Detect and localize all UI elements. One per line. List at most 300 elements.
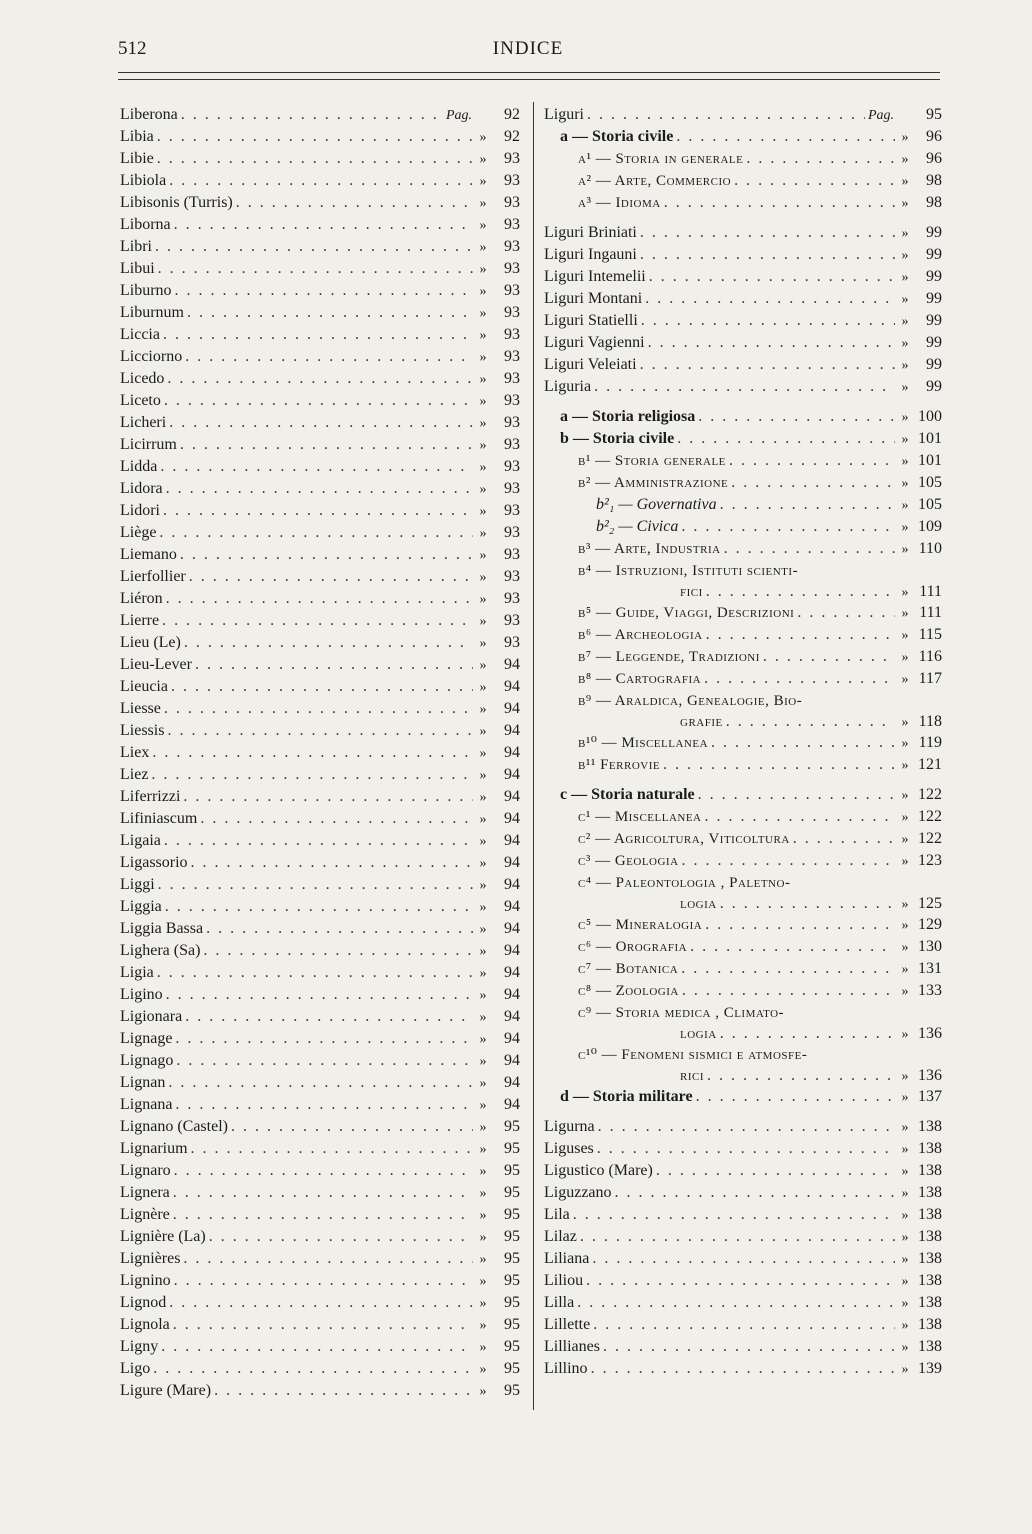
- entry-page: 95: [504, 1272, 520, 1289]
- entry-page: 93: [504, 458, 520, 475]
- entry-name: b — Storia civile: [560, 430, 675, 447]
- ditto-mark: »: [901, 520, 909, 535]
- entry-name: Lignière (La): [120, 1228, 206, 1245]
- entry-name: Libui: [120, 260, 155, 277]
- entry-page: 138: [918, 1118, 942, 1135]
- entry-name: Liguzzano: [544, 1184, 612, 1201]
- index-entry: [120, 918, 520, 940]
- entry-page: 138: [918, 1184, 942, 1201]
- leader-dots: [573, 1204, 895, 1226]
- entry-name: Ligurna: [544, 1118, 595, 1135]
- index-entry: [544, 332, 942, 354]
- index-entry: [544, 538, 942, 560]
- leader-dots: [157, 126, 473, 148]
- entry-name: Liguri Ingauni: [544, 246, 637, 263]
- entry-name: Lidora: [120, 480, 163, 497]
- entry-page: 138: [918, 1206, 942, 1223]
- index-entry: [120, 852, 520, 874]
- entry-page: 93: [504, 216, 520, 233]
- ditto-mark: »: [479, 284, 487, 299]
- leader-dots: [648, 332, 895, 354]
- entry-page: 95: [504, 1360, 520, 1377]
- index-entry: [544, 1226, 942, 1248]
- ditto-mark: »: [479, 1032, 487, 1047]
- ditto-mark: »: [901, 1090, 909, 1105]
- index-entry: [120, 324, 520, 346]
- entry-page: 99: [926, 246, 942, 263]
- entry-page: 105: [918, 496, 942, 513]
- entry-page: 95: [504, 1338, 520, 1355]
- ditto-mark: »: [479, 1252, 487, 1267]
- leader-dots: [167, 720, 473, 742]
- entry-name: Libie: [120, 150, 154, 167]
- entry-page: 94: [504, 942, 520, 959]
- entry-name: Liguri Veleiati: [544, 356, 637, 373]
- entry-name: Lignère: [120, 1206, 170, 1223]
- leader-dots: [167, 368, 473, 390]
- entry-name: Lila: [544, 1206, 570, 1223]
- ditto-mark: »: [901, 174, 909, 189]
- leader-dots: [195, 654, 473, 676]
- entry-name: Lillino: [544, 1360, 588, 1377]
- index-entry: [120, 236, 520, 258]
- ditto-mark: »: [901, 918, 909, 933]
- entry-page: 94: [504, 876, 520, 893]
- entry-page: 92: [504, 106, 520, 123]
- entry-name: Lignano (Castel): [120, 1118, 228, 1135]
- leader-dots: [151, 764, 473, 786]
- entry-page: 95: [504, 1228, 520, 1245]
- index-entry: [544, 1066, 942, 1086]
- index-column-left: [120, 104, 520, 1402]
- index-entry: [120, 1116, 520, 1138]
- entry-page: 115: [918, 626, 942, 643]
- entry-page: 93: [504, 480, 520, 497]
- ditto-mark: »: [479, 504, 487, 519]
- entry-name: b⁷ — Leggende, Tradizioni: [578, 649, 760, 665]
- entry-name: Lignino: [120, 1272, 171, 1289]
- leader-dots: [729, 450, 895, 472]
- ditto-mark: »: [901, 1186, 909, 1201]
- entry-page: 99: [926, 290, 942, 307]
- index-entry: [544, 1204, 942, 1226]
- entry-page: 93: [504, 150, 520, 167]
- entry-page: 125: [918, 895, 942, 912]
- index-entry: [120, 1358, 520, 1380]
- leader-dots: [160, 456, 473, 478]
- index-entry: [120, 742, 520, 764]
- index-entry: [120, 434, 520, 456]
- leader-dots: [587, 104, 865, 126]
- ditto-mark: »: [479, 1318, 487, 1333]
- entry-page: 95: [504, 1206, 520, 1223]
- index-entry: [544, 192, 942, 214]
- index-entry: [544, 668, 942, 690]
- entry-name: Liège: [120, 524, 157, 541]
- ditto-mark: »: [479, 1362, 487, 1377]
- page-number: 512: [118, 38, 147, 59]
- index-entry: [544, 732, 942, 754]
- entry-page: 94: [504, 810, 520, 827]
- leader-dots: [763, 646, 895, 668]
- entry-name: Lieu-Lever: [120, 656, 192, 673]
- index-entry: [544, 806, 942, 828]
- ditto-mark: »: [479, 988, 487, 1003]
- index-entry: [544, 1314, 942, 1336]
- ditto-mark: »: [479, 1384, 487, 1399]
- entry-name: c⁸ — Zoologia: [578, 983, 679, 999]
- leader-dots: [746, 148, 895, 170]
- entry-name: Liex: [120, 744, 150, 761]
- leader-dots: [152, 742, 473, 764]
- leader-dots: [166, 984, 473, 1006]
- entry-name: c⁴ — Paleontologia , Paletno-: [578, 875, 791, 891]
- index-entry: [120, 1138, 520, 1160]
- index-entry: [544, 170, 942, 192]
- ditto-mark: »: [901, 1027, 909, 1042]
- index-entry: [544, 148, 942, 170]
- entry-name: c² — Agricoltura, Viticoltura: [578, 831, 790, 847]
- entry-page: 94: [504, 744, 520, 761]
- index-entry: [544, 1086, 942, 1108]
- entry-name: c¹⁰ — Fenomeni sismici e atmosfe-: [578, 1047, 808, 1063]
- leader-dots: [640, 354, 895, 376]
- entry-name: Liessis: [120, 722, 165, 739]
- leader-dots: [183, 786, 473, 808]
- ditto-mark: »: [479, 658, 487, 673]
- entry-page: 93: [504, 414, 520, 431]
- entry-page: 98: [926, 194, 942, 211]
- entry-name: Lieu (Le): [120, 634, 181, 651]
- entry-name: Liguri: [544, 106, 584, 123]
- index-entry: [120, 456, 520, 478]
- ditto-mark: »: [479, 724, 487, 739]
- ditto-mark: Pag.: [867, 108, 894, 123]
- entry-page: 138: [918, 1250, 942, 1267]
- leader-dots: [597, 1138, 895, 1160]
- ditto-mark: »: [901, 736, 909, 751]
- ditto-mark: »: [479, 218, 487, 233]
- leader-dots: [682, 850, 895, 872]
- ditto-mark: »: [479, 922, 487, 937]
- ditto-mark: »: [901, 380, 909, 395]
- entry-name: b⁸ — Cartografia: [578, 671, 702, 687]
- entry-page: 121: [918, 756, 942, 773]
- leader-dots: [183, 1248, 473, 1270]
- index-entry: [120, 698, 520, 720]
- index-entry: [120, 676, 520, 698]
- entry-page: 138: [918, 1272, 942, 1289]
- index-entry: [120, 1204, 520, 1226]
- ditto-mark: »: [901, 1142, 909, 1157]
- index-entry: [544, 690, 942, 712]
- entry-name: Liesse: [120, 700, 161, 717]
- ditto-mark: »: [901, 226, 909, 241]
- entry-page: 109: [918, 518, 942, 535]
- leader-dots: [175, 280, 473, 302]
- entry-page: 122: [918, 808, 942, 825]
- entry-page: 93: [504, 172, 520, 189]
- leader-dots: [676, 126, 895, 148]
- entry-name: Liggia Bassa: [120, 920, 204, 937]
- entry-page: 136: [918, 1067, 942, 1084]
- entry-name: Licirrum: [120, 436, 177, 453]
- index-entry: [544, 126, 942, 148]
- leader-dots: [162, 610, 473, 632]
- entry-name: Lighera (Sa): [120, 942, 201, 959]
- leader-dots: [656, 1160, 895, 1182]
- entry-page: 129: [918, 916, 942, 933]
- entry-name: b¹⁰ — Miscellanea: [578, 735, 709, 751]
- entry-name: b²₁ — Governativa: [596, 496, 717, 513]
- ditto-mark: »: [479, 790, 487, 805]
- index-column-right: [544, 104, 942, 1380]
- ditto-mark: »: [479, 438, 487, 453]
- entry-name: Liceto: [120, 392, 161, 409]
- index-entry: [120, 896, 520, 918]
- entry-page: 94: [504, 678, 520, 695]
- ditto-mark: »: [479, 482, 487, 497]
- ditto-mark: »: [901, 984, 909, 999]
- ditto-mark: »: [479, 834, 487, 849]
- entry-page: 119: [918, 734, 942, 751]
- leader-dots: [171, 676, 473, 698]
- entry-name: Liguri Intemelii: [544, 268, 646, 285]
- ditto-mark: »: [901, 1362, 909, 1377]
- ditto-mark: »: [901, 542, 909, 557]
- index-entry: [544, 494, 942, 516]
- leader-dots: [181, 104, 443, 126]
- index-entry: [544, 624, 942, 646]
- index-entry: [120, 1050, 520, 1072]
- leader-dots: [164, 830, 473, 852]
- leader-dots: [731, 472, 895, 494]
- entry-name: Liez: [120, 766, 149, 783]
- index-entry: [544, 784, 942, 806]
- leader-dots: [159, 522, 473, 544]
- leader-dots: [720, 1024, 895, 1044]
- entry-page: 101: [918, 430, 942, 447]
- index-entry: [120, 1336, 520, 1358]
- ditto-mark: »: [479, 702, 487, 717]
- leader-dots: [169, 1292, 473, 1314]
- index-entry: [544, 376, 942, 398]
- entry-page: 94: [504, 964, 520, 981]
- entry-page: 95: [504, 1382, 520, 1399]
- index-entry: [544, 406, 942, 428]
- entry-name: Liberona: [120, 106, 178, 123]
- entry-name: c¹ — Miscellanea: [578, 809, 702, 825]
- ditto-mark: »: [901, 832, 909, 847]
- entry-name: Ligo: [120, 1360, 151, 1377]
- ditto-mark: »: [901, 897, 909, 912]
- entry-page: 93: [504, 326, 520, 343]
- leader-dots: [163, 324, 473, 346]
- index-entry: [120, 500, 520, 522]
- index-entry: [544, 1138, 942, 1160]
- entry-name: b³ — Arte, Industria: [578, 541, 721, 557]
- ditto-mark: »: [901, 314, 909, 329]
- index-entry: [544, 1292, 942, 1314]
- ditto-mark: »: [901, 1340, 909, 1355]
- index-entry: [120, 610, 520, 632]
- entry-name: a — Storia civile: [560, 128, 674, 145]
- ditto-mark: »: [479, 878, 487, 893]
- leader-dots: [173, 1182, 473, 1204]
- index-entry: [120, 104, 520, 126]
- entry-page: 130: [918, 938, 942, 955]
- leader-dots: [191, 852, 473, 874]
- index-entry: [120, 544, 520, 566]
- leader-dots: [169, 412, 473, 434]
- leader-dots: [176, 1050, 473, 1072]
- leader-dots: [164, 390, 473, 412]
- entry-name: Ligny: [120, 1338, 159, 1355]
- entry-name: Lignage: [120, 1030, 173, 1047]
- ditto-mark: »: [901, 410, 909, 425]
- index-entry: [120, 1006, 520, 1028]
- ditto-mark: »: [901, 1230, 909, 1245]
- entry-name: Liemano: [120, 546, 177, 563]
- index-entry: [544, 560, 942, 582]
- ditto-mark: »: [901, 1164, 909, 1179]
- index-entry: [120, 1314, 520, 1336]
- index-entry: [120, 478, 520, 500]
- entry-name: Liborna: [120, 216, 171, 233]
- ditto-mark: »: [901, 130, 909, 145]
- ditto-mark: »: [479, 636, 487, 651]
- entry-name: Lignaro: [120, 1162, 171, 1179]
- entry-name: Lierfollier: [120, 568, 186, 585]
- entry-name: b²₂ — Civica: [596, 518, 679, 535]
- ditto-mark: »: [479, 900, 487, 915]
- entry-name: Lieucia: [120, 678, 168, 695]
- entry-name: Ligino: [120, 986, 163, 1003]
- entry-name: Lignola: [120, 1316, 170, 1333]
- entry-name: b⁹ — Araldica, Genealogie, Bio-: [578, 693, 803, 709]
- entry-page: 93: [504, 348, 520, 365]
- ditto-mark: »: [479, 1296, 487, 1311]
- entry-page: 131: [918, 960, 942, 977]
- index-entry: [544, 222, 942, 244]
- leader-dots: [163, 500, 473, 522]
- index-entry: [544, 582, 942, 602]
- ditto-mark: »: [479, 262, 487, 277]
- leader-dots: [180, 544, 473, 566]
- ditto-mark: »: [479, 746, 487, 761]
- index-entry: [120, 1226, 520, 1248]
- ditto-mark: »: [901, 248, 909, 263]
- index-entry: [120, 1160, 520, 1182]
- entry-page: 105: [918, 474, 942, 491]
- entry-name: Liliana: [544, 1250, 590, 1267]
- entry-name: Lignan: [120, 1074, 166, 1091]
- ditto-mark: »: [479, 526, 487, 541]
- leader-dots: [663, 754, 895, 776]
- entry-name: grafie: [680, 714, 723, 730]
- ditto-mark: »: [901, 1069, 909, 1084]
- entry-name: Lignières: [120, 1250, 181, 1267]
- ditto-mark: »: [479, 1208, 487, 1223]
- entry-page: 94: [504, 1052, 520, 1069]
- leader-dots: [696, 1086, 895, 1108]
- entry-name: c³ — Geologia: [578, 853, 679, 869]
- index-entry: [544, 754, 942, 776]
- index-entry: [544, 428, 942, 450]
- entry-name: c⁷ — Botanica: [578, 961, 679, 977]
- entry-page: 122: [918, 786, 942, 803]
- leader-dots: [707, 1066, 895, 1086]
- entry-page: 139: [918, 1360, 942, 1377]
- leader-dots: [157, 148, 473, 170]
- leader-dots: [191, 1138, 473, 1160]
- ditto-mark: »: [479, 1274, 487, 1289]
- leader-dots: [793, 828, 895, 850]
- entry-page: 99: [926, 268, 942, 285]
- index-entry: [120, 192, 520, 214]
- index-entry: [544, 894, 942, 914]
- entry-page: 138: [918, 1294, 942, 1311]
- entry-page: 95: [504, 1118, 520, 1135]
- entry-page: 118: [918, 713, 942, 730]
- leader-dots: [175, 1094, 473, 1116]
- entry-page: 94: [504, 788, 520, 805]
- entry-name: b⁶ — Archeologia: [578, 627, 703, 643]
- leader-dots: [797, 602, 895, 624]
- entry-page: 93: [504, 282, 520, 299]
- leader-dots: [698, 784, 895, 806]
- entry-page: 93: [504, 612, 520, 629]
- entry-name: c⁶ — Orografia: [578, 939, 688, 955]
- entry-name: Ligionara: [120, 1008, 183, 1025]
- entry-name: Lidori: [120, 502, 160, 519]
- index-entry: [120, 962, 520, 984]
- leader-dots: [164, 698, 473, 720]
- leader-dots: [184, 632, 473, 654]
- index-entry: [544, 104, 942, 126]
- header-rule: [118, 72, 940, 73]
- ditto-mark: »: [479, 768, 487, 783]
- index-entry: [544, 516, 942, 538]
- index-entry: [120, 654, 520, 676]
- entry-name: rici: [680, 1068, 704, 1084]
- ditto-mark: »: [901, 1208, 909, 1223]
- entry-name: Libisonis (Turris): [120, 194, 233, 211]
- entry-name: b² — Amministrazione: [578, 475, 729, 491]
- index-entry: [544, 1044, 942, 1066]
- index-entry: [544, 1182, 942, 1204]
- index-entry: [120, 1270, 520, 1292]
- ditto-mark: »: [479, 1010, 487, 1025]
- index-entry: [120, 258, 520, 280]
- entry-name: Liguri Briniati: [544, 224, 637, 241]
- index-entry: [120, 764, 520, 786]
- entry-page: 94: [504, 722, 520, 739]
- ditto-mark: »: [901, 1120, 909, 1135]
- entry-page: 95: [504, 1184, 520, 1201]
- entry-page: 94: [504, 700, 520, 717]
- index-entry: [120, 984, 520, 1006]
- entry-page: 94: [504, 898, 520, 915]
- leader-dots: [173, 1314, 473, 1336]
- entry-name: Ligia: [120, 964, 154, 981]
- leader-dots: [200, 808, 473, 830]
- entry-name: Liggia: [120, 898, 162, 915]
- index-entry: [544, 936, 942, 958]
- ditto-mark: »: [479, 1142, 487, 1157]
- entry-page: 96: [926, 128, 942, 145]
- leader-dots: [155, 236, 473, 258]
